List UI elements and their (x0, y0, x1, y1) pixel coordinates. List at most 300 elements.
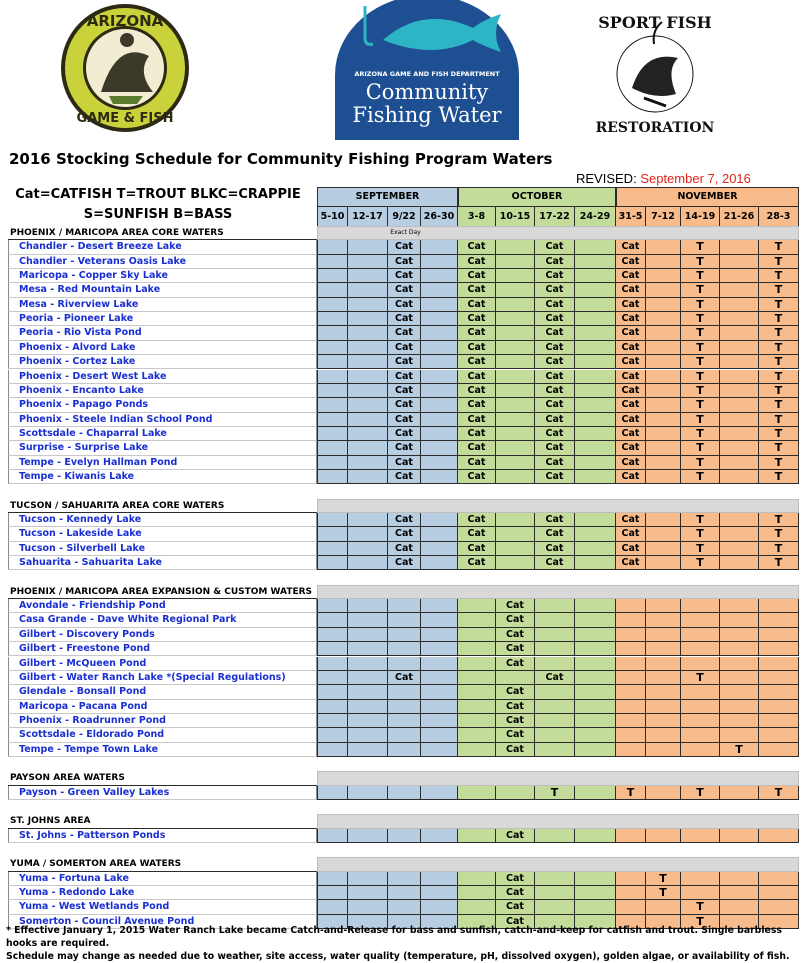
schedule-cell: Cat (388, 527, 421, 541)
schedule-cell: Cat (458, 355, 496, 369)
schedule-cell (616, 613, 646, 627)
lake-name: Surprise - Surprise Lake (8, 441, 317, 455)
schedule-cell: T (681, 312, 720, 326)
schedule-cell (759, 613, 799, 627)
schedule-cell (720, 700, 759, 714)
schedule-cell: Cat (458, 556, 496, 570)
schedule-cell: T (646, 872, 681, 886)
schedule-cell (720, 886, 759, 900)
schedule-cell (681, 886, 720, 900)
schedule-cell: T (681, 513, 720, 527)
schedule-cell (388, 714, 421, 728)
schedule-cell (496, 370, 535, 384)
schedule-cell (496, 470, 535, 484)
lake-name: Scottsdale - Chaparral Lake (8, 427, 317, 441)
schedule-cell: T (535, 786, 575, 800)
schedule-cell (421, 642, 458, 656)
schedule-cell (720, 341, 759, 355)
schedule-cell (388, 700, 421, 714)
schedule-cell (388, 786, 421, 800)
schedule-cell (421, 527, 458, 541)
svg-text:Community: Community (365, 80, 489, 104)
schedule-cell (646, 714, 681, 728)
schedule-cell: T (759, 240, 799, 254)
schedule-cell: Cat (535, 341, 575, 355)
schedule-cell: Cat (616, 240, 646, 254)
schedule-cell (575, 613, 616, 627)
schedule-cell (317, 441, 348, 455)
schedule-cell (496, 355, 535, 369)
schedule-cell (458, 613, 496, 627)
week-header: 26-30 (421, 207, 458, 227)
week-header: 12-17 (348, 207, 388, 227)
lake-name: Tempe - Tempe Town Lake (8, 743, 317, 757)
schedule-cell (616, 685, 646, 699)
schedule-cell (421, 240, 458, 254)
schedule-cell (535, 743, 575, 757)
schedule-cell: T (681, 556, 720, 570)
schedule-cell: T (759, 786, 799, 800)
schedule-cell: Cat (388, 542, 421, 556)
schedule-cell (720, 427, 759, 441)
schedule-cell (388, 628, 421, 642)
schedule-cell (720, 456, 759, 470)
exact-day-note: Exact Day (390, 229, 421, 236)
schedule-cell (575, 900, 616, 914)
schedule-cell (348, 283, 388, 297)
schedule-cell (616, 743, 646, 757)
schedule-cell: Cat (616, 413, 646, 427)
lake-name: Tucson - Silverbell Lake (8, 542, 317, 556)
schedule-cell (348, 728, 388, 742)
schedule-cell (421, 413, 458, 427)
schedule-cell (646, 255, 681, 269)
schedule-cell (496, 671, 535, 685)
schedule-cell (681, 642, 720, 656)
schedule-cell (421, 456, 458, 470)
lake-name: Gilbert - McQueen Pond (8, 657, 317, 671)
schedule-cell (681, 829, 720, 843)
schedule-cell: T (681, 384, 720, 398)
schedule-cell (348, 456, 388, 470)
schedule-cell (646, 671, 681, 685)
lake-name: Somerton - Council Avenue Pond (8, 915, 317, 929)
schedule-cell (616, 700, 646, 714)
schedule-cell (759, 714, 799, 728)
schedule-cell (421, 283, 458, 297)
schedule-cell (348, 743, 388, 757)
schedule-cell (720, 240, 759, 254)
schedule-cell (575, 413, 616, 427)
schedule-cell (348, 700, 388, 714)
schedule-cell: Cat (388, 255, 421, 269)
schedule-cell (421, 556, 458, 570)
schedule-cell (496, 283, 535, 297)
schedule-cell: Cat (535, 470, 575, 484)
schedule-cell (681, 743, 720, 757)
schedule-cell (458, 628, 496, 642)
schedule-cell: T (759, 413, 799, 427)
schedule-cell (496, 255, 535, 269)
schedule-cell (421, 671, 458, 685)
schedule-cell (317, 714, 348, 728)
schedule-cell (496, 312, 535, 326)
schedule-cell: T (681, 298, 720, 312)
schedule-cell: Cat (496, 599, 535, 613)
schedule-cell (421, 427, 458, 441)
schedule-cell (575, 642, 616, 656)
schedule-cell (759, 700, 799, 714)
schedule-cell: Cat (535, 456, 575, 470)
schedule-cell: Cat (388, 427, 421, 441)
schedule-cell: Cat (388, 312, 421, 326)
schedule-cell: Cat (458, 370, 496, 384)
schedule-cell (575, 298, 616, 312)
schedule-cell (575, 714, 616, 728)
week-header: 28-3 (759, 207, 799, 227)
schedule-cell (616, 628, 646, 642)
schedule-cell (616, 714, 646, 728)
schedule-cell (317, 283, 348, 297)
schedule-cell (348, 398, 388, 412)
schedule-cell (388, 613, 421, 627)
schedule-cell (496, 556, 535, 570)
schedule-cell: Cat (535, 326, 575, 340)
schedule-cell (348, 427, 388, 441)
revised-label: REVISED: (576, 171, 637, 186)
schedule-cell (496, 513, 535, 527)
schedule-cell: Cat (616, 470, 646, 484)
schedule-cell (496, 269, 535, 283)
schedule-cell (317, 886, 348, 900)
schedule-cell: T (759, 427, 799, 441)
schedule-cell (575, 341, 616, 355)
schedule-cell (388, 657, 421, 671)
schedule-cell (317, 700, 348, 714)
schedule-cell (421, 398, 458, 412)
schedule-cell (575, 470, 616, 484)
schedule-cell: T (681, 915, 720, 929)
svg-text:ARIZONA: ARIZONA (86, 12, 164, 30)
schedule-cell (421, 255, 458, 269)
lake-name: Peoria - Pioneer Lake (8, 312, 317, 326)
schedule-cell (348, 341, 388, 355)
schedule-cell: T (681, 456, 720, 470)
schedule-cell (646, 298, 681, 312)
schedule-cell (348, 384, 388, 398)
schedule-cell (535, 700, 575, 714)
schedule-cell (720, 657, 759, 671)
schedule-cell: Cat (388, 341, 421, 355)
schedule-cell (348, 527, 388, 541)
schedule-cell (458, 657, 496, 671)
schedule-cell (575, 312, 616, 326)
week-header: 7-12 (646, 207, 681, 227)
schedule-cell (348, 714, 388, 728)
schedule-cell (348, 312, 388, 326)
schedule-cell (348, 255, 388, 269)
schedule-cell (496, 542, 535, 556)
lake-name: Tempe - Kiwanis Lake (8, 470, 317, 484)
lake-name: Tucson - Kennedy Lake (8, 513, 317, 527)
schedule-cell: Cat (616, 370, 646, 384)
sport-fish-restoration-logo (592, 10, 718, 138)
schedule-cell (720, 714, 759, 728)
schedule-cell: Cat (458, 240, 496, 254)
schedule-cell: Cat (535, 398, 575, 412)
section-header-bar (317, 814, 799, 828)
schedule-cell: T (759, 312, 799, 326)
schedule-cell: T (759, 398, 799, 412)
schedule-cell: Cat (616, 312, 646, 326)
schedule-cell (616, 829, 646, 843)
schedule-cell: Cat (388, 283, 421, 297)
schedule-cell (616, 900, 646, 914)
schedule-cell: Cat (535, 298, 575, 312)
lake-name: Sahuarita - Sahuarita Lake (8, 556, 317, 570)
schedule-cell (348, 786, 388, 800)
lake-name: Chandler - Desert Breeze Lake (8, 240, 317, 254)
schedule-cell (317, 599, 348, 613)
schedule-cell: Cat (496, 886, 535, 900)
schedule-cell (720, 829, 759, 843)
schedule-cell (388, 872, 421, 886)
schedule-cell: Cat (496, 728, 535, 742)
schedule-cell: Cat (535, 269, 575, 283)
revised-date-value: September 7, 2016 (640, 171, 751, 186)
schedule-cell: T (759, 269, 799, 283)
schedule-cell (317, 413, 348, 427)
section-header-bar (317, 499, 799, 513)
schedule-cell (496, 298, 535, 312)
schedule-cell (759, 872, 799, 886)
schedule-cell (496, 413, 535, 427)
schedule-cell: Cat (458, 269, 496, 283)
footnote-line-1: * Effective January 1, 2015 Water Ranch Lake became Catch-and-Release for bass and sunfish, catch-and-keep for catfish and trout. Single barbless hooks are required. (6, 925, 782, 949)
schedule-cell (317, 628, 348, 642)
schedule-cell (535, 728, 575, 742)
lake-name: Maricopa - Pacana Pond (8, 700, 317, 714)
schedule-cell (317, 900, 348, 914)
schedule-cell (317, 427, 348, 441)
schedule-cell (575, 283, 616, 297)
schedule-cell: Cat (616, 326, 646, 340)
schedule-cell (421, 613, 458, 627)
schedule-cell (720, 628, 759, 642)
schedule-cell (421, 599, 458, 613)
schedule-cell (575, 456, 616, 470)
schedule-cell (535, 900, 575, 914)
schedule-cell (681, 872, 720, 886)
schedule-cell (720, 413, 759, 427)
schedule-cell (720, 613, 759, 627)
schedule-cell (720, 542, 759, 556)
week-header: 5-10 (317, 207, 348, 227)
schedule-cell: Cat (388, 355, 421, 369)
schedule-cell (646, 341, 681, 355)
schedule-cell: T (759, 556, 799, 570)
schedule-cell (421, 513, 458, 527)
schedule-cell (535, 599, 575, 613)
schedule-cell (317, 298, 348, 312)
schedule-cell (496, 441, 535, 455)
schedule-cell: Cat (496, 829, 535, 843)
schedule-cell (720, 283, 759, 297)
lake-name: Gilbert - Water Ranch Lake *(Special Regulations) (8, 671, 317, 685)
schedule-cell (421, 370, 458, 384)
schedule-cell: Cat (458, 470, 496, 484)
schedule-cell (575, 269, 616, 283)
schedule-cell: Cat (616, 283, 646, 297)
schedule-cell: Cat (535, 527, 575, 541)
schedule-cell: Cat (496, 700, 535, 714)
schedule-cell: Cat (535, 542, 575, 556)
lake-name: Scottsdale - Eldorado Pond (8, 728, 317, 742)
schedule-cell (646, 556, 681, 570)
schedule-cell: T (616, 786, 646, 800)
lake-name: Phoenix - Alvord Lake (8, 341, 317, 355)
schedule-cell: T (681, 370, 720, 384)
schedule-cell (317, 269, 348, 283)
schedule-cell (575, 240, 616, 254)
schedule-cell (348, 886, 388, 900)
svg-text:RESTORATION: RESTORATION (595, 120, 715, 136)
schedule-cell (646, 355, 681, 369)
legend-line-2: S=SUNFISH B=BASS (83, 207, 233, 222)
schedule-cell (496, 527, 535, 541)
schedule-cell (646, 829, 681, 843)
schedule-cell (496, 456, 535, 470)
schedule-cell (616, 728, 646, 742)
schedule-cell (575, 743, 616, 757)
lake-name: Phoenix - Papago Ponds (8, 398, 317, 412)
schedule-cell (421, 628, 458, 642)
schedule-cell (720, 556, 759, 570)
schedule-cell (646, 312, 681, 326)
schedule-cell (317, 341, 348, 355)
schedule-cell (421, 743, 458, 757)
schedule-cell (317, 312, 348, 326)
schedule-cell (421, 700, 458, 714)
schedule-cell: Cat (388, 384, 421, 398)
schedule-cell (575, 685, 616, 699)
schedule-cell (348, 642, 388, 656)
schedule-cell: Cat (388, 298, 421, 312)
schedule-cell: T (759, 370, 799, 384)
schedule-cell (458, 728, 496, 742)
schedule-cell (720, 441, 759, 455)
schedule-cell: Cat (388, 398, 421, 412)
schedule-cell: T (681, 341, 720, 355)
schedule-cell: Cat (496, 657, 535, 671)
schedule-cell (458, 743, 496, 757)
logo-row (0, 0, 801, 140)
schedule-cell (317, 613, 348, 627)
schedule-cell (575, 829, 616, 843)
schedule-cell (421, 384, 458, 398)
schedule-cell (575, 556, 616, 570)
schedule-cell (388, 642, 421, 656)
lake-name: Yuma - Redondo Lake (8, 886, 317, 900)
schedule-cell (575, 657, 616, 671)
schedule-cell (317, 829, 348, 843)
schedule-cell (759, 599, 799, 613)
schedule-cell (575, 355, 616, 369)
schedule-cell: Cat (458, 441, 496, 455)
schedule-cell (575, 700, 616, 714)
schedule-cell: T (759, 384, 799, 398)
schedule-cell: Cat (535, 240, 575, 254)
schedule-cell (535, 685, 575, 699)
schedule-cell: Cat (458, 427, 496, 441)
schedule-cell (646, 470, 681, 484)
schedule-cell (646, 427, 681, 441)
schedule-cell (421, 872, 458, 886)
schedule-cell (496, 326, 535, 340)
schedule-cell (575, 384, 616, 398)
schedule-cell (535, 613, 575, 627)
schedule-cell (646, 283, 681, 297)
schedule-cell (575, 671, 616, 685)
schedule-cell (421, 900, 458, 914)
lake-name: Chandler - Veterans Oasis Lake (8, 255, 317, 269)
schedule-cell (348, 542, 388, 556)
lake-name: Phoenix - Encanto Lake (8, 384, 317, 398)
schedule-cell (720, 370, 759, 384)
schedule-cell (646, 513, 681, 527)
schedule-cell (317, 685, 348, 699)
schedule-cell: Cat (535, 513, 575, 527)
schedule-cell (458, 886, 496, 900)
schedule-cell (421, 886, 458, 900)
schedule-cell (421, 326, 458, 340)
month-header: SEPTEMBER (317, 187, 458, 207)
schedule-cell: Cat (388, 556, 421, 570)
azgfd-seal-logo (57, 0, 193, 135)
svg-text:SPORT FISH: SPORT FISH (598, 13, 712, 32)
schedule-cell (317, 642, 348, 656)
schedule-cell (421, 829, 458, 843)
schedule-cell (759, 671, 799, 685)
schedule-cell: Cat (616, 542, 646, 556)
schedule-cell (421, 355, 458, 369)
schedule-cell (535, 829, 575, 843)
schedule-cell: Cat (496, 613, 535, 627)
schedule-cell: Cat (535, 671, 575, 685)
schedule-cell: Cat (616, 355, 646, 369)
schedule-cell: Cat (496, 628, 535, 642)
lake-name: Peoria - Rio Vista Pond (8, 326, 317, 340)
schedule-cell (759, 657, 799, 671)
schedule-cell (317, 513, 348, 527)
schedule-cell: Cat (616, 398, 646, 412)
week-header: 31-5 (616, 207, 646, 227)
schedule-cell (317, 398, 348, 412)
schedule-cell (575, 398, 616, 412)
schedule-cell (720, 900, 759, 914)
schedule-cell (388, 728, 421, 742)
schedule-cell (496, 786, 535, 800)
schedule-cell (496, 240, 535, 254)
schedule-cell (575, 728, 616, 742)
schedule-cell (720, 312, 759, 326)
schedule-cell (681, 700, 720, 714)
week-header: 21-26 (720, 207, 759, 227)
lake-name: Tucson - Lakeside Lake (8, 527, 317, 541)
schedule-cell (348, 685, 388, 699)
section-header: TUCSON / SAHUARITA AREA CORE WATERS (8, 499, 317, 513)
schedule-cell (720, 786, 759, 800)
